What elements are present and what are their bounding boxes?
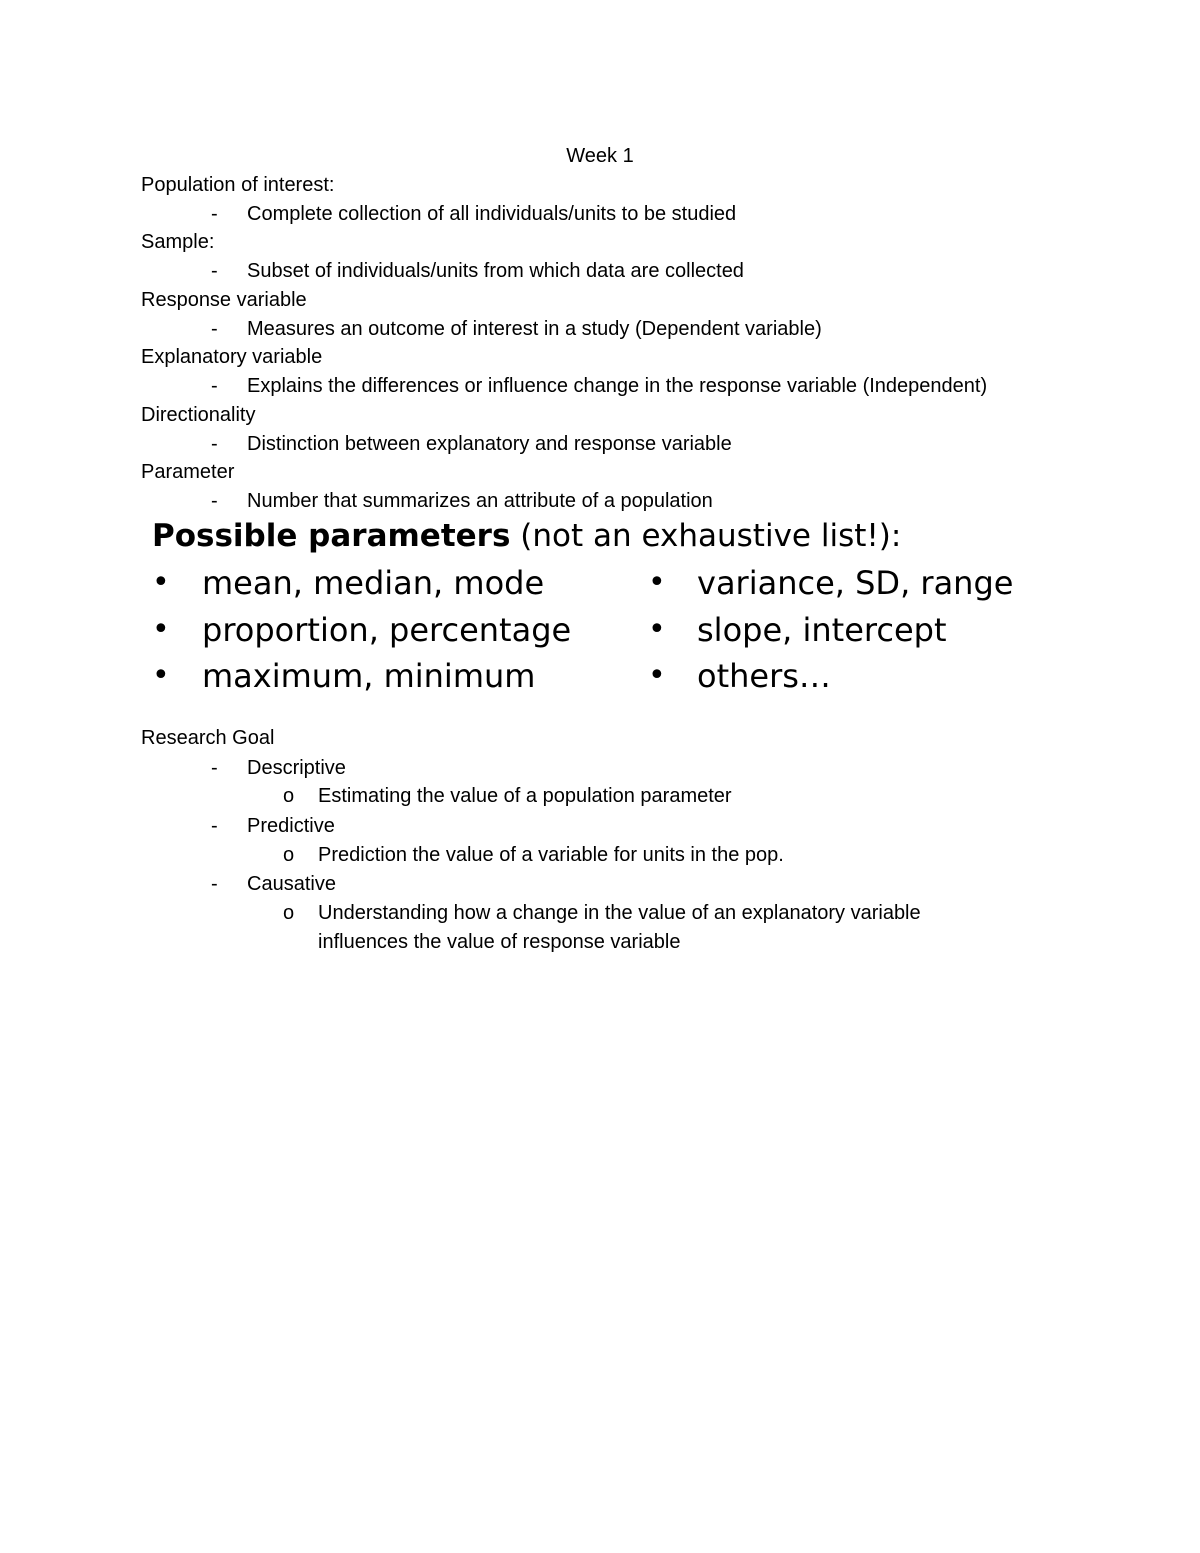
parameter-item: maximum, minimum — [202, 657, 536, 695]
term-sample: Sample: — [141, 231, 215, 253]
research-goal-heading: Research Goal — [141, 727, 275, 749]
definition-explanatory-variable: Explains the differences or influence change in the response variable (Independent) — [247, 375, 988, 397]
parameter-item: slope, intercept — [697, 611, 947, 649]
descriptive-detail: Estimating the value of a population parameter — [318, 785, 732, 807]
dash-marker: - — [211, 873, 218, 895]
causative-detail-line-1: Understanding how a change in the value of an explanatory variable — [318, 902, 921, 924]
definition-directionality: Distinction between explanatory and response variable — [247, 433, 732, 455]
term-parameter: Parameter — [141, 461, 235, 483]
dash-marker: - — [211, 815, 218, 837]
research-goal-causative: Causative — [247, 873, 336, 895]
causative-detail-line-2: influences the value of response variable — [318, 931, 681, 953]
definition-parameter: Number that summarizes an attribute of a population — [247, 490, 713, 512]
possible-parameters-figure — [152, 512, 1052, 712]
circle-marker: o — [283, 844, 295, 866]
term-response-variable: Response variable — [141, 289, 307, 311]
research-goal-descriptive: Descriptive — [247, 757, 346, 779]
definition-population: Complete collection of all individuals/units to be studied — [247, 203, 737, 225]
dash-marker: - — [211, 203, 218, 225]
parameter-item: proportion, percentage — [202, 611, 572, 649]
definition-sample: Subset of individuals/units from which data are collected — [247, 260, 744, 282]
parameter-item: variance, SD, range — [697, 564, 1014, 602]
parameter-item: mean, median, mode — [202, 564, 545, 602]
heading-bold-part: Possible parameters — [152, 518, 511, 554]
bullet-icon: • — [648, 658, 666, 693]
page-title: Week 1 — [566, 145, 634, 167]
bullet-icon: • — [648, 612, 666, 647]
bullet-icon: • — [152, 658, 170, 693]
bullet-icon: • — [648, 565, 666, 600]
term-population: Population of interest: — [141, 174, 335, 196]
definition-response-variable: Measures an outcome of interest in a study (Dependent variable) — [247, 318, 822, 340]
dash-marker: - — [211, 260, 218, 282]
dash-marker: - — [211, 757, 218, 779]
research-goal-predictive: Predictive — [247, 815, 335, 837]
predictive-detail: Prediction the value of a variable for units in the pop. — [318, 844, 784, 866]
bullet-icon: • — [152, 565, 170, 600]
dash-marker: - — [211, 318, 218, 340]
bullet-icon: • — [152, 612, 170, 647]
circle-marker: o — [283, 902, 295, 924]
parameter-item: others… — [697, 657, 831, 695]
possible-parameters-heading — [152, 516, 901, 556]
heading-rest-part: (not an exhaustive list!): — [510, 518, 902, 554]
circle-marker: o — [283, 785, 295, 807]
term-directionality: Directionality — [141, 404, 256, 426]
dash-marker: - — [211, 490, 218, 512]
dash-marker: - — [211, 375, 218, 397]
term-explanatory-variable: Explanatory variable — [141, 346, 323, 368]
dash-marker: - — [211, 433, 218, 455]
